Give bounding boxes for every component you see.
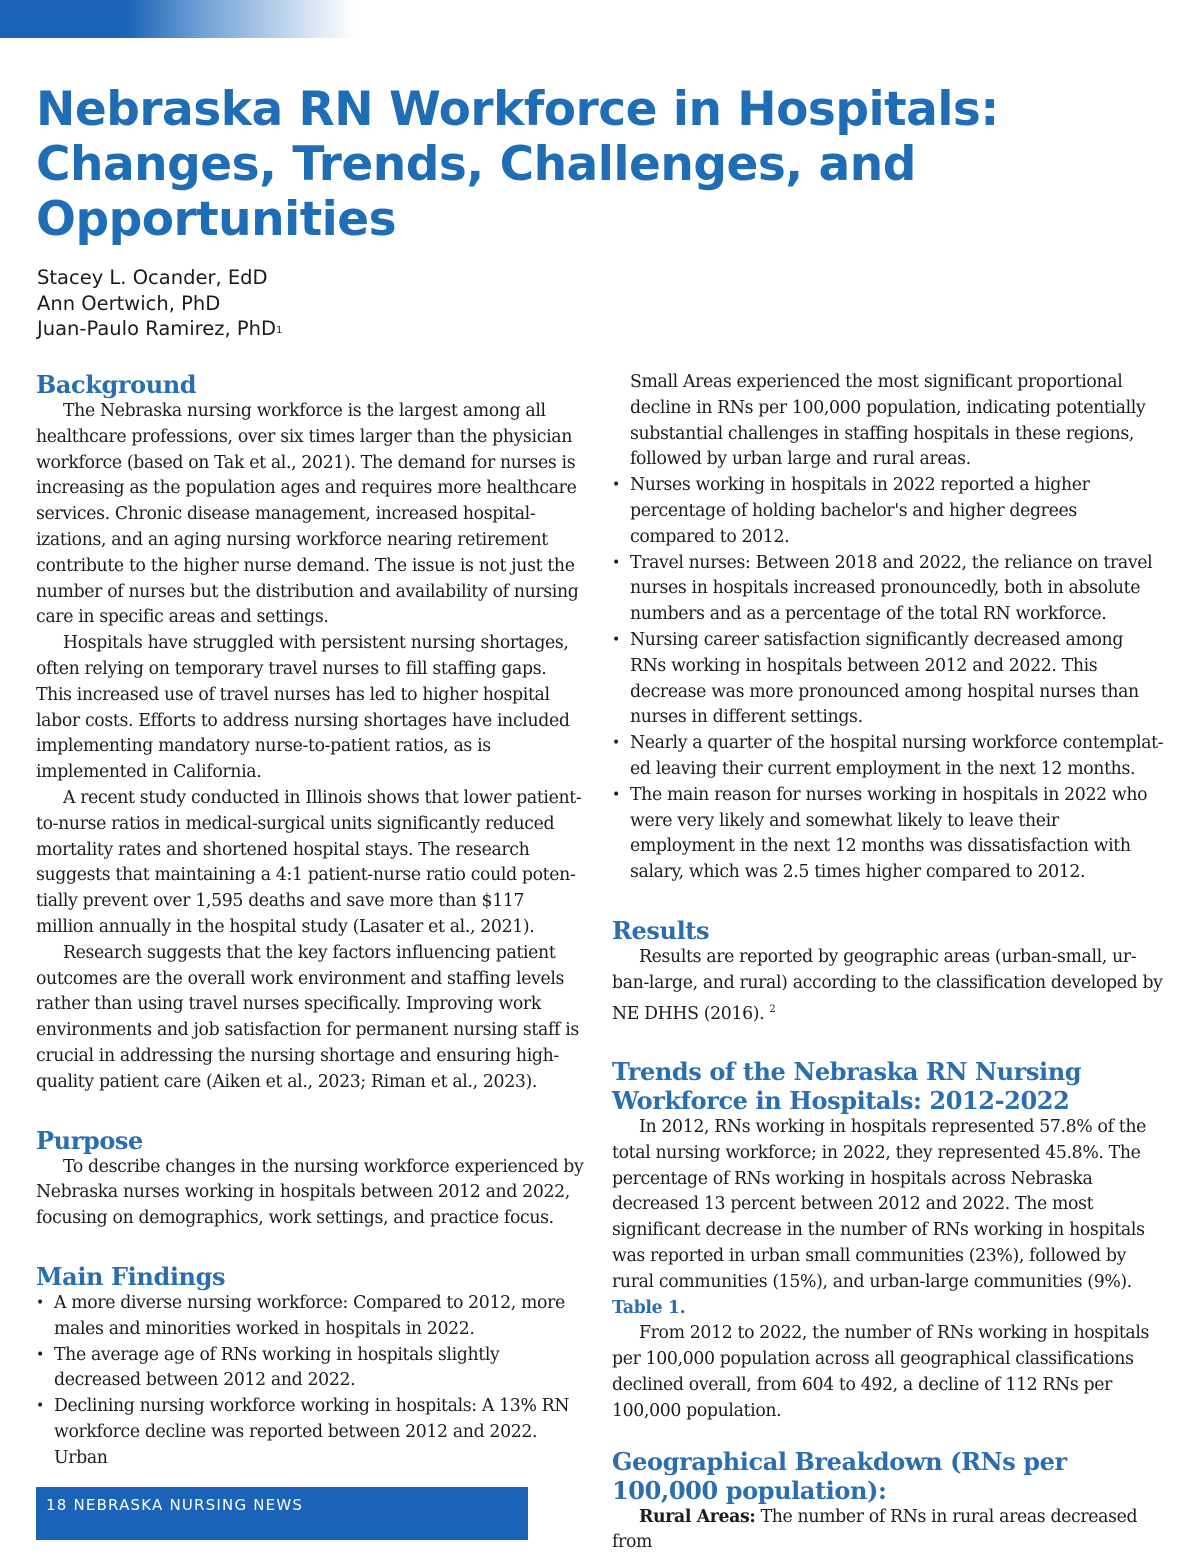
author-1: Stacey L. Ocander, EdD — [37, 266, 268, 289]
results-heading: Results — [612, 915, 710, 945]
title-line-3: Opportunities — [36, 192, 397, 247]
background-paragraph-2: Hospitals have struggled with persistent nursing shortages, often relying on temporary travel nurses to fill staffing gaps. This increased use of travel nurses has led to higher hospital labor costs. Efforts to address nursing shortages have included implementing mandatory nurse-to-patient ratios, as is implemented in California. — [36, 633, 570, 783]
finding-item: • Nurses working in hospitals in 2022 reported a higher percentage of holding bachelor's and higher degrees compared to 2012. — [612, 473, 1164, 550]
author-3: Juan-Paulo Ramirez, PhD$^1$ — [37, 317, 283, 340]
finding-item: • A more diverse nursing workforce: Compared to 2012, more males and minorities worked in hospitals in 2022. — [36, 1291, 584, 1343]
background-paragraph-3: A recent study conducted in Illinois shows that lower patient-to-nurse ratios in medical-surgical units significantly reduced mortality rates and shortened hospital stays. The research suggests that maintaining a 4:1 patient-nurse ratio could potentially prevent over 1,595 deaths and save more than $117 million annually in the hospital study (Lasater et al., 2021). — [36, 787, 582, 937]
geo-heading: Geographical Breakdown (RNs per 100,000 population): — [612, 1446, 1067, 1505]
finding-item: • Declining nursing workforce working in hospitals: A 13% RN workforce decline was reported between 2012 and 2022. Urban — [36, 1394, 584, 1471]
rural-areas-label: Rural Areas: — [639, 1506, 756, 1527]
table-1-link[interactable]: Table 1. — [612, 1297, 686, 1318]
page-number: 18 — [46, 1496, 68, 1514]
trends-heading: Trends of the Nebraska RN Nursing Workforce in Hospitals: 2012-2022 — [612, 1057, 1082, 1116]
finding-item: • The main reason for nurses working in hospitals in 2022 who were very likely and somewhat likely to leave their employment in the next 12 months was dissatisfaction with salary, which was 2.5 times higher compared to 2012. — [612, 783, 1164, 886]
purpose-paragraph: To describe changes in the nursing workforce experienced by Nebraska nurses working in hospitals between 2012 and 2022, focusing on demographics, work settings, and practice focus. — [36, 1156, 584, 1229]
geo-paragraph: Rural Areas: The number of RNs in rural areas decreased from — [612, 1506, 1138, 1553]
findings-heading: Main Findings — [36, 1261, 226, 1291]
trends-paragraph-1: In 2012, RNs working in hospitals represented 57.8% of the total nursing workforce; in 2022, they represented 45.8%. The percentage of RNs working in hospitals across Nebraska decreased 13 percent between 2012 and 2022. The most significant decrease in the number of RNs working in hospitals was reported in urban small communities (23%), followed by rural communities (15%), and urban-large communities (9%). Table 1. — [612, 1117, 1147, 1318]
results-footnote-marker: 2 — [769, 1003, 776, 1015]
finding-item: • Travel nurses: Between 2018 and 2022, the reliance on travel nurses in hospitals increased pronouncedly, both in absolute numbers and as a percentage of the total RN workforce. — [612, 551, 1164, 628]
trends-paragraph-2: From 2012 to 2022, the number of RNs working in hospitals per 100,000 population across all geographical classifications declined overall, from 604 to 492, a decline of 112 RNs per 100,000 population. — [612, 1323, 1150, 1421]
header-accent-bar — [0, 0, 360, 38]
finding-item: • Nearly a quarter of the hospital nursing workforce contemplated leaving their current employment in the next 12 months. — [612, 731, 1164, 783]
findings-list — [36, 1291, 584, 1472]
finding-item: • Nursing career satisfaction significantly decreased among RNs working in hospitals between 2012 and 2022. This decrease was more pronounced among hospital nurses than nurses in different settings. — [612, 628, 1164, 731]
right-column — [612, 370, 1164, 1556]
title-line-2: Changes, Trends, Challenges, and — [36, 137, 916, 192]
author-list — [37, 265, 282, 342]
page-footer — [36, 1487, 528, 1540]
background-paragraph-1: The Nebraska nursing workforce is the largest among all healthcare professions, over six times larger than the physician workforce (based on Tak et al., 2021). The demand for nurses is increasing as the population ages and requires more healthcare services. Chronic disease management, increased hospitalizations, and an aging nursing workforce nearing retirement contribute to the higher nurse demand. The issue is not just the number of nurses but the distribution and availability of nursing care in specific areas and settings. — [36, 401, 579, 628]
article-title — [36, 82, 1166, 247]
author-footnote-marker: 1 — [276, 325, 283, 336]
background-heading: Background — [36, 370, 197, 399]
finding-item: • The average age of RNs working in hospitals slightly decreased between 2012 and 2022. — [36, 1343, 584, 1395]
title-line-1: Nebraska RN Workforce in Hospitals: — [36, 82, 999, 137]
author-2: Ann Oertwich, PhD — [37, 291, 221, 315]
purpose-heading: Purpose — [36, 1125, 143, 1155]
findings-list-continued — [612, 473, 1164, 886]
left-column — [36, 370, 584, 1471]
background-paragraph-4: Research suggests that the key factors influencing patient outcomes are the overall work environment and staffing levels rather than using travel nurses specifically. Improving work environments and job satisfaction for permanent nursing staff is crucial in addressing the nursing shortage and ensuring high-quality patient care (Aiken et al., 2023; Riman et al., 2023). — [36, 942, 579, 1092]
results-paragraph: Results are reported by geographic areas (urban-small, urban-large, and rural) according to the classification developed by NE DHHS (2016). $^2$ — [612, 946, 1163, 1024]
publication-name: NEBRASKA NURSING NEWS — [73, 1496, 304, 1514]
finding-item-continued: Small Areas experienced the most significant proportional decline in RNs per 100,000 population, indicating potentially substantial challenges in staffing hospitals in these regions, followed by urban large and rural areas. — [630, 372, 1146, 470]
